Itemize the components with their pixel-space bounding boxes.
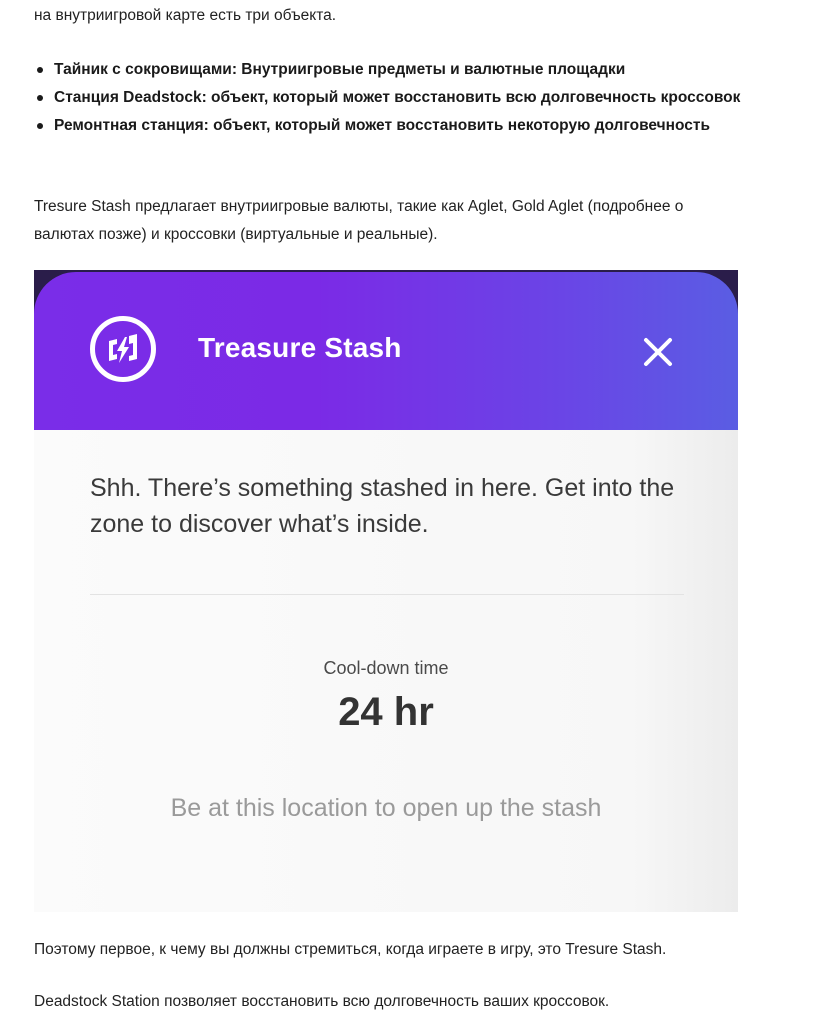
cooldown-value: 24 hr [338, 690, 434, 734]
goal-text: Поэтому первое, к чему вы должны стремиться, когда играете в игру, это Tresure Stash. [34, 941, 667, 958]
lightning-box-icon [90, 316, 156, 382]
list-item [34, 112, 754, 140]
stash-header-backdrop [34, 270, 738, 430]
cooldown-label: Cool-down time [323, 658, 449, 678]
bullet-icon [37, 123, 43, 129]
stash-title: Treasure Stash [198, 332, 402, 363]
feature-list [34, 56, 754, 140]
close-icon[interactable] [642, 336, 674, 368]
feature-text: Станция Deadstock: объект, который может восстановить всю долговечность кроссовок [54, 89, 741, 106]
feature-text: Ремонтная станция: объект, который может восстановить некоторую долговечность [54, 117, 711, 134]
divider [90, 594, 684, 595]
feature-text: Тайник с сокровищами: Внутриигровые предметы и валютные площадки [54, 61, 626, 78]
bullet-icon [37, 67, 43, 73]
treasure-stash-screenshot [34, 270, 738, 912]
list-item [34, 56, 754, 84]
stash-description: Tresure Stash предлагает внутриигровые валюты, такие как Aglet, Gold Aglet (подробнее о валютах позже) и кроссовки (виртуальные и реальные). [34, 198, 684, 243]
list-item [34, 84, 754, 112]
bullet-icon [37, 95, 43, 101]
deadstock-text: Deadstock Station позволяет восстановить всю долговечность ваших кроссовок. [34, 993, 610, 1010]
location-hint: Be at this location to open up the stash [170, 794, 602, 822]
intro-text: на внутриигровой карте есть три объекта. [34, 7, 337, 24]
stash-header [34, 272, 738, 430]
stash-message: Shh. There’s something stashed in here. Get into the zone to discover what’s inside. [90, 474, 675, 538]
